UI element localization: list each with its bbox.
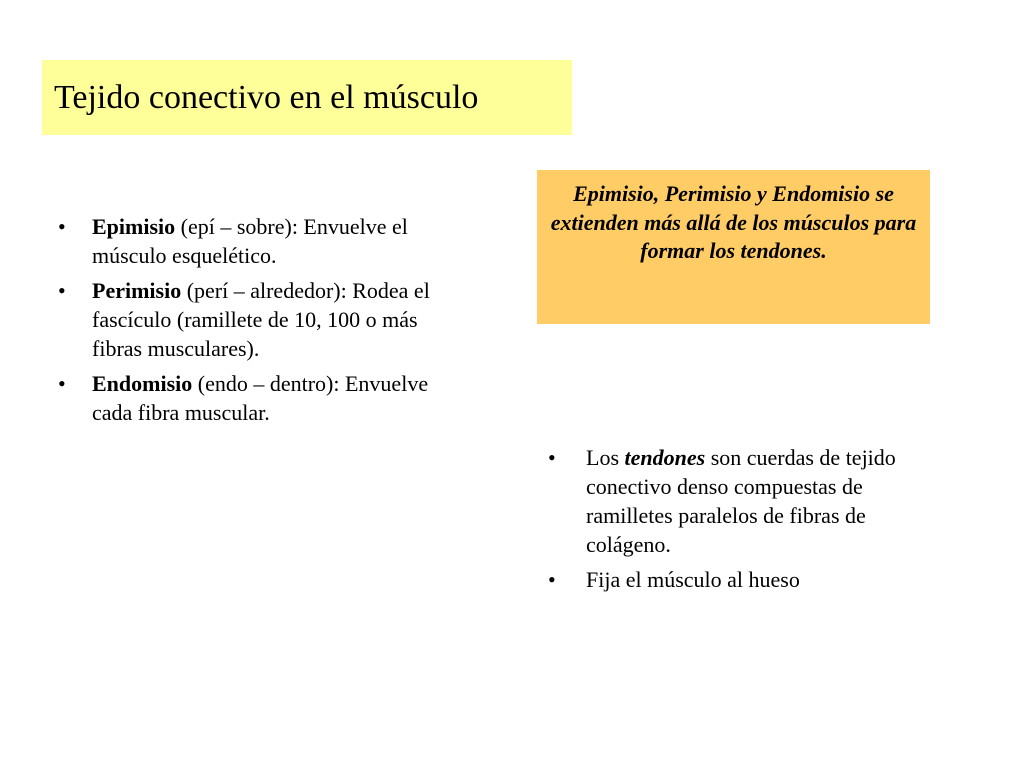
- bullet-icon: •: [58, 278, 66, 304]
- title-box: [42, 60, 572, 135]
- bullet-icon: •: [58, 371, 66, 397]
- term-perimisio: Perimisio: [92, 278, 182, 304]
- list-item-fija: [548, 565, 928, 594]
- callout-box: [537, 170, 930, 324]
- list-item-endomisio: [58, 369, 438, 427]
- tendon-emphasis: tendones: [624, 445, 706, 470]
- slide-title: Tejido conectivo en el músculo: [54, 78, 479, 116]
- list-item-perimisio: [58, 276, 438, 363]
- term-endomisio: Endomisio: [92, 371, 193, 397]
- bullet-icon: •: [548, 445, 556, 470]
- membrane-list: [58, 212, 438, 433]
- callout-text: Epimisio, Perimisio y Endomisio se extienden más allá de los músculos para formar los tendones.: [550, 181, 917, 264]
- list-item-tendones: [548, 443, 928, 559]
- term-epimisio: Epimisio: [92, 214, 176, 239]
- description-epimisio: (epí – sobre): Envuelve el músculo esquelético.: [92, 214, 408, 269]
- description-perimisio: (perí – alrededor): Rodea el fascículo (ramillete de 10, 100 o más fibras musculares).: [92, 278, 430, 362]
- fija-text: Fija el músculo al hueso: [586, 567, 800, 593]
- tendon-list: [548, 443, 928, 600]
- bullet-icon: •: [548, 567, 556, 593]
- tendon-prefix: Los: [586, 445, 625, 470]
- description-endomisio: (endo – dentro): Envuelve cada fibra muscular.: [92, 371, 429, 426]
- list-item-epimisio: [58, 212, 438, 270]
- tendon-description: son cuerdas de tejido conectivo denso compuestas de ramilletes paralelos de fibras de colágeno.: [586, 445, 896, 558]
- bullet-icon: •: [58, 214, 66, 239]
